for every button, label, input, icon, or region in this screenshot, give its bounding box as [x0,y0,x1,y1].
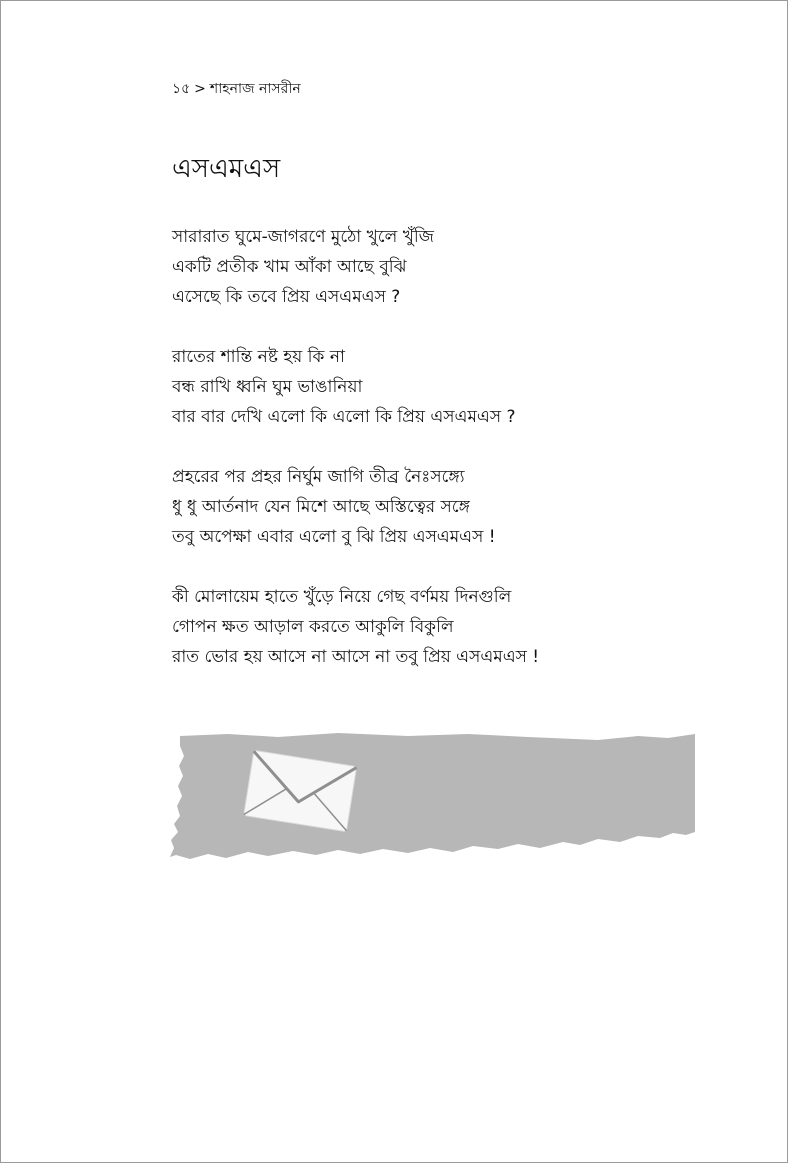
author-name: শাহনাজ নাসরীন [209,81,301,97]
verse-line: তবু অপেক্ষা এবার এলো বু ঝি প্রিয় এসএমএস ! [172,527,496,547]
verse-line: বন্ধ রাখি ধ্বনি ঘুম ভাঙানিয়া [172,377,363,397]
verse-line: একটি প্রতীক খাম আঁকা আছে বুঝি [172,257,407,277]
envelope-illustration [168,728,698,868]
stanza-3 [172,462,732,552]
verse-line: কী মোলায়েম হাতে খুঁড়ে নিয়ে গেছ বর্ণময় দিনগুলি [172,587,512,607]
poem-title: এসএমএস [172,154,281,184]
verse-line: রাত ভোর হয় আসে না আসে না তবু প্রিয় এসএমএস ! [172,647,540,667]
verse-line: প্রহরের পর প্রহর নির্ঘুম জাগি তীব্র নৈঃসঙ্গ্যে [172,467,465,487]
verse-line: এসেছে কি তবে প্রিয় এসএমএস ? [172,287,401,307]
verse-line: সারারাত ঘুমে-জাগরণে মুঠো খুলে খুঁজি [172,227,434,247]
stanza-1 [172,222,732,312]
header-separator: > [194,81,206,97]
stanza-2 [172,342,732,432]
stanza-4 [172,582,732,672]
page-number: ১৫ [172,81,191,97]
illustration-graphic [168,728,698,868]
verse-line: রাতের শান্তি নষ্ট হয় কি না [172,347,345,367]
verse-line: বার বার দেখি এলো কি এলো কি প্রিয় এসএমএস ? [172,407,516,427]
poem-body [172,222,732,702]
running-header [172,80,301,98]
verse-line: গোপন ক্ষত আড়াল করতে আকুলি বিকুলি [172,617,454,637]
verse-line: ধু ধু আর্তনাদ যেন মিশে আছে অস্তিত্বের সঙ্গে [172,497,470,517]
